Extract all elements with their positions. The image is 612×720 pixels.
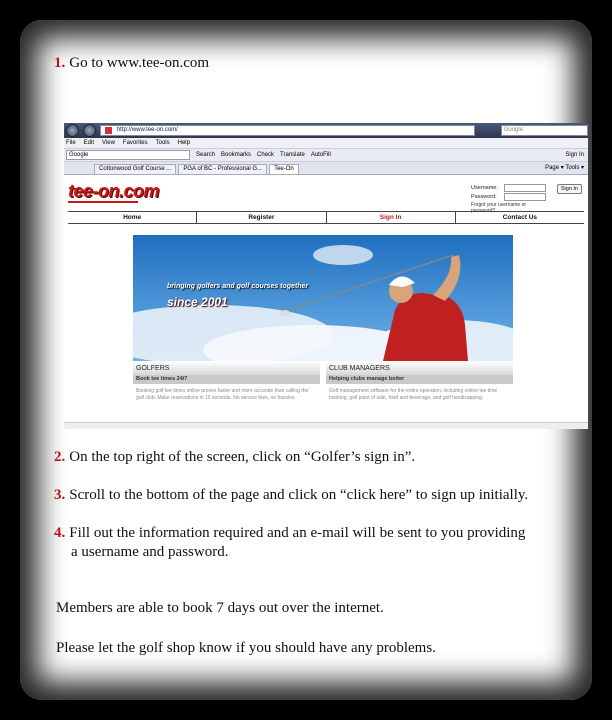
feature-panels	[133, 361, 513, 417]
toolbar-check[interactable]: Check	[257, 152, 275, 158]
step-number: 4.	[54, 525, 66, 541]
site-favicon-icon	[105, 127, 112, 134]
tab-tee-on[interactable]: Tee-On	[269, 164, 299, 174]
nav-contact-us[interactable]: Contact Us	[502, 214, 538, 221]
step-1	[54, 54, 209, 73]
step-text-line1: Fill out the information required and an e-mail will be sent to you providing	[69, 525, 526, 541]
google-toolbar	[64, 149, 588, 162]
website-screenshot	[64, 123, 588, 429]
club-managers-panel[interactable]	[326, 361, 513, 417]
nav-sign-in[interactable]: Sign In	[327, 212, 456, 223]
nav-home[interactable]: Home	[68, 212, 197, 223]
menu-bar	[64, 138, 588, 149]
site-header	[64, 175, 588, 214]
toolbar-search-input[interactable]: Google	[66, 150, 190, 160]
step-4	[54, 524, 525, 543]
address-bar[interactable]	[100, 125, 475, 136]
tab-pga-bc[interactable]: PGA of BC - Professional G...	[178, 164, 267, 174]
tab-cottonwood[interactable]: Cottonwood Golf Course ...	[94, 164, 176, 174]
toolbar-signin[interactable]: Sign In	[565, 152, 584, 158]
toolbar-search[interactable]: Search	[196, 152, 216, 158]
sign-in-button[interactable]: Sign In	[557, 184, 582, 194]
golfers-panel[interactable]	[133, 361, 320, 417]
menu-view[interactable]: View	[102, 140, 115, 146]
password-label: Password:	[471, 193, 497, 200]
golfers-title: GOLFERS	[133, 361, 320, 375]
step-text: On the top right of the screen, click on “Golfer’s sign in”.	[69, 449, 416, 465]
clubs-title: CLUB MANAGERS	[326, 361, 513, 375]
password-field[interactable]	[504, 193, 546, 201]
menu-favorites[interactable]: Favorites	[122, 140, 148, 146]
step-text: Go to www.tee-on.com	[69, 55, 210, 71]
hero-banner	[133, 235, 513, 361]
forgot-link[interactable]: Forgot your username or password?	[471, 202, 527, 214]
nav-register[interactable]: Register	[197, 212, 326, 223]
step-text: Scroll to the bottom of the page and click on “click here” to sign up initially.	[69, 487, 529, 503]
forward-icon[interactable]	[83, 124, 96, 137]
menu-tools[interactable]: Tools	[155, 140, 170, 146]
clubs-subtitle: Helping clubs manage better	[326, 375, 513, 384]
url-text: http://www.tee-on.com/	[116, 127, 178, 133]
browser-titlebar	[64, 123, 588, 138]
menu-edit[interactable]: Edit	[83, 140, 95, 146]
tee-on-logo[interactable]: tee-on.com	[68, 181, 160, 201]
note-booking-window: Members are able to book 7 days out over the internet.	[56, 600, 384, 616]
banner-tagline: bringing golfers and golf courses together	[167, 283, 309, 290]
step-number: 2.	[54, 449, 66, 465]
back-icon[interactable]	[66, 124, 79, 137]
step-2	[54, 448, 415, 467]
banner-year: since 2001	[167, 295, 228, 309]
clubs-body: Golf management software for the entire operation, including online tee time booking, golf point of sale, food and beverage, and golf handicapping.	[329, 388, 498, 401]
golfers-subtitle: Book tee times 24/7	[133, 375, 320, 384]
username-label: Username:	[471, 184, 498, 191]
username-field[interactable]	[504, 184, 546, 192]
menu-help[interactable]: Help	[177, 140, 190, 146]
logo-underline	[68, 201, 138, 203]
menu-file[interactable]: File	[66, 140, 76, 146]
step-number: 3.	[54, 487, 66, 503]
toolbar-translate[interactable]: Translate	[280, 152, 305, 158]
instruction-sheet	[20, 20, 592, 700]
golfers-body: Booking golf tee times online proves faster and more accurate than calling the golf club. Make reservations in 10 seconds. No service fees, no hassles.	[136, 388, 309, 401]
step-text-line2: a username and password.	[71, 544, 229, 560]
browser-search-input[interactable]: Google	[501, 125, 588, 136]
browser-statusbar	[64, 422, 588, 429]
tab-bar	[64, 162, 588, 175]
step-4-continued	[71, 543, 228, 562]
note-contact-shop: Please let the golf shop know if you should have any problems.	[56, 640, 436, 656]
step-3	[54, 486, 528, 505]
step-number: 1.	[54, 55, 66, 71]
page-tools-menu[interactable]: Page ▾ Tools ▾	[545, 165, 584, 171]
toolbar-autofill[interactable]: AutoFill	[310, 152, 331, 158]
toolbar-bookmarks[interactable]: Bookmarks	[221, 152, 252, 158]
